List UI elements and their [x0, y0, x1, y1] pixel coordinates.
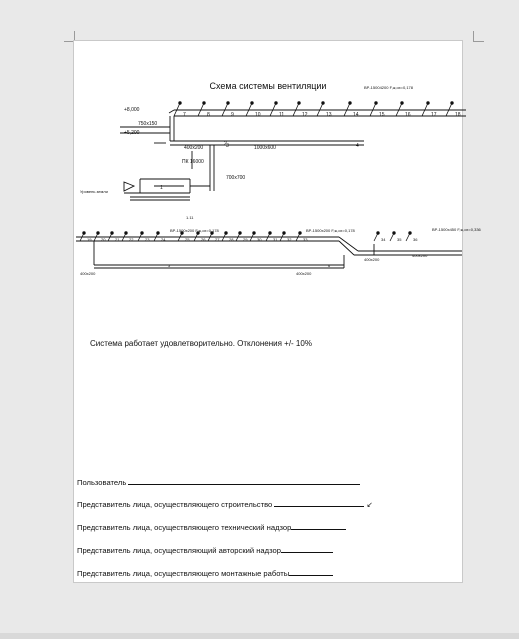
top-branch-number: 11: [279, 112, 285, 118]
top-diffuser-icon: [427, 102, 430, 105]
bottom-branch-number: 19: [87, 237, 92, 242]
bottom-diffuser-icon: [239, 232, 242, 235]
top-branch: [246, 103, 252, 116]
top-branch-number: 7: [183, 112, 186, 118]
lower-duct-system: [76, 237, 462, 268]
node-2: 2: [224, 141, 227, 147]
signature-label: Представитель лица, осуществляющего техничеcкий надзор: [77, 523, 292, 532]
duct-label-d1: 750x150: [138, 121, 158, 127]
top-diffuser-icon: [298, 102, 301, 105]
duct-label-d4: 700x700: [226, 175, 246, 181]
duct-label-b2: 400x200: [296, 271, 312, 276]
bottom-diffuser-icon: [125, 232, 128, 235]
top-branch: [270, 103, 276, 116]
signature-line-author: [77, 545, 333, 555]
level-upper-label: +8,000: [124, 107, 140, 113]
signature-line-user: [77, 477, 360, 487]
bottom-diffuser-icon: [377, 232, 380, 235]
bottom-branch-number: 28: [229, 237, 234, 242]
top-branch: [396, 103, 402, 116]
bottom-branch-number: 33: [303, 237, 308, 242]
top-branch: [317, 103, 323, 116]
top-branch-number: 18: [455, 112, 461, 118]
bottom-branch-number: 30: [257, 237, 262, 242]
upper-duct-system: [120, 110, 466, 200]
top-branch-number: 10: [255, 112, 261, 118]
signature-blank: [274, 499, 364, 507]
duct-label-d5: ПК 16000: [182, 159, 204, 165]
top-branch: [370, 103, 376, 116]
unit-label: 1: [160, 185, 163, 191]
bottom-diffuser-icon: [409, 232, 412, 235]
duct-label-b4: 400x200: [412, 253, 428, 258]
signature-line-construction: [77, 499, 373, 509]
bottom-branch-number: 27: [215, 237, 220, 242]
top-diffuser-icon: [227, 102, 230, 105]
middle-mark: 1.11: [186, 215, 194, 220]
signature-blank: [289, 568, 333, 576]
bottom-branch-number: 25: [185, 237, 190, 242]
top-branch: [422, 103, 428, 116]
bottom-branch-number: 20: [101, 237, 106, 242]
status-note: Система работает удовлетворительно. Отклонения +/- 10%: [90, 339, 312, 348]
top-branch-number: 12: [302, 112, 308, 118]
bottom-branch-number: 23: [145, 237, 150, 242]
signature-label: Пользователь: [77, 478, 129, 487]
top-diffuser-icon: [203, 102, 206, 105]
top-diffuser-icon: [179, 102, 182, 105]
bottom-diffuser-icon: [141, 232, 144, 235]
top-branch-number: 8: [207, 112, 210, 118]
bottom-diffuser-icon: [269, 232, 272, 235]
node-6: 6: [328, 263, 331, 268]
bottom-diffuser-icon: [225, 232, 228, 235]
bottom-diffuser-icon: [299, 232, 302, 235]
top-branch: [344, 103, 350, 116]
bottom-branch-number: 21: [115, 237, 120, 242]
top-branch: [198, 103, 204, 116]
duct-label-b1: 400x200: [80, 271, 96, 276]
ventilation-scheme-drawing: [74, 41, 481, 301]
top-branch: [446, 103, 452, 116]
bottom-diffuser-icon: [97, 232, 100, 235]
duct-label-b7: ВР-1500x450 F,ж,ох=0,336: [432, 227, 481, 232]
bottom-diffuser-icon: [393, 232, 396, 235]
level-middle-label: +5,200: [124, 130, 140, 136]
bottom-branch-number: 31: [273, 237, 278, 242]
bottom-diffuser-icon: [111, 232, 114, 235]
top-branch-number: 14: [353, 112, 359, 118]
crop-mark-top-right: [473, 31, 484, 42]
signature-blank: [128, 477, 360, 485]
document-page: [73, 40, 481, 583]
bottom-branch-number: 22: [129, 237, 134, 242]
top-diffuser-icon: [275, 102, 278, 105]
signature-blank: [281, 545, 333, 553]
top-diffuser-icon: [349, 102, 352, 105]
duct-label-d3: 1000x600: [254, 145, 276, 151]
top-branch-number: 17: [431, 112, 437, 118]
bottom-branch-number: 35: [397, 237, 402, 242]
duct-label-b6: ВР-1500x200 F,ж,ох=0,178: [306, 228, 355, 233]
bottom-branch-number: 26: [201, 237, 206, 242]
bottom-branch-number: 36: [413, 237, 418, 242]
bottom-branch-number: 24: [161, 237, 166, 242]
bottom-branch-number: 29: [243, 237, 248, 242]
signature-tail: ↙: [364, 500, 373, 509]
signature-label: Представитель лица, осуществляющего строительство: [77, 500, 275, 509]
bottom-diffuser-icon: [157, 232, 160, 235]
node-4: 4: [356, 143, 359, 149]
node-3: 3: [226, 143, 229, 149]
signature-label: Представитель лица, осуществляющий авторский надзор: [77, 546, 281, 555]
duct-label-d2: 400x200: [184, 145, 204, 151]
bottom-branch-number: 34: [381, 237, 386, 242]
top-diffuser-icon: [322, 102, 325, 105]
top-diffuser-icon: [451, 102, 454, 105]
top-branch-number: 13: [326, 112, 332, 118]
top-branch-number: 9: [231, 112, 234, 118]
top-diffuser-icon: [401, 102, 404, 105]
upper-branches: [174, 102, 453, 116]
document-title: Схема системы вентиляции: [209, 81, 327, 91]
signature-line-installation: [77, 568, 333, 578]
top-branch-number: 15: [379, 112, 385, 118]
top-branch: [293, 103, 299, 116]
bottom-diffuser-icon: [253, 232, 256, 235]
duct-label-b3: 400x200: [364, 257, 380, 262]
top-branch-number: 16: [405, 112, 411, 118]
duct-label-b5: ВР-1500x200 F,ж,ох=0,178: [170, 228, 219, 233]
ground-level-label: Уровень земли: [80, 189, 108, 194]
top-branch: [222, 103, 228, 116]
top-branch: [174, 103, 180, 116]
bottom-diffuser-icon: [83, 232, 86, 235]
bottom-diffuser-icon: [283, 232, 286, 235]
bottom-branch-number: 32: [287, 237, 292, 242]
duct-label-d6: ВР-15004200 F,ж,ох=0,178: [364, 85, 413, 90]
window-bottom-strip: [0, 633, 519, 639]
top-diffuser-icon: [375, 102, 378, 105]
signature-blank: [291, 522, 346, 530]
signature-label: Представитель лица, осуществляющего монтажные работы: [77, 569, 290, 578]
top-diffuser-icon: [251, 102, 254, 105]
node-5: 5: [168, 263, 171, 268]
signature-line-technical: [77, 522, 346, 532]
